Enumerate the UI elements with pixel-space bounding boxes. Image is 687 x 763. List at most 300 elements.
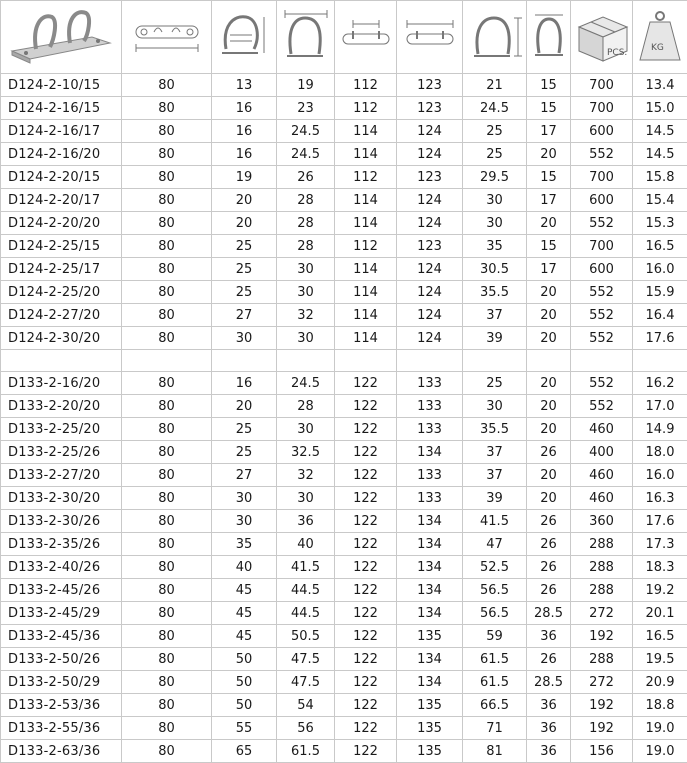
spec-value-cell: 192: [571, 694, 633, 717]
spec-value-cell: 16: [212, 97, 277, 120]
spec-value-cell: 30: [212, 510, 277, 533]
spec-value-cell: 15: [527, 74, 571, 97]
spec-value-cell: 37: [463, 441, 527, 464]
spec-value-cell: 20: [527, 143, 571, 166]
spec-value-cell: 40: [277, 533, 335, 556]
spec-value-cell: 600: [571, 258, 633, 281]
model-number-cell: D124-2-16/20: [1, 143, 122, 166]
spec-value-cell: 122: [335, 625, 397, 648]
spec-value-cell: 134: [397, 510, 463, 533]
spec-value-cell: 16.4: [633, 304, 687, 327]
spec-value-cell: 20: [527, 487, 571, 510]
spec-value-cell: 700: [571, 235, 633, 258]
table-row: [1, 556, 687, 579]
model-number-cell: D133-2-45/36: [1, 625, 122, 648]
table-row: [1, 464, 687, 487]
spec-value-cell: 36: [527, 625, 571, 648]
spec-value-cell: 27: [212, 464, 277, 487]
table-row: [1, 97, 687, 120]
spec-value-cell: 80: [122, 648, 212, 671]
spec-value-cell: 30: [212, 487, 277, 510]
spec-value-cell: 15: [527, 166, 571, 189]
model-number-cell: D124-2-10/15: [1, 74, 122, 97]
model-number-cell: D133-2-27/20: [1, 464, 122, 487]
spec-value-cell: 20: [527, 212, 571, 235]
spec-value-cell: 44.5: [277, 602, 335, 625]
spec-value-cell: 15: [527, 97, 571, 120]
spec-value-cell: 133: [397, 372, 463, 395]
spec-value-cell: 80: [122, 579, 212, 602]
spec-value-cell: 124: [397, 212, 463, 235]
ring-height-icon: [281, 8, 331, 66]
spec-value-cell: 30: [277, 487, 335, 510]
spec-value-cell: 114: [335, 120, 397, 143]
spec-value-cell: 30.5: [463, 258, 527, 281]
table-row: [1, 648, 687, 671]
spec-value-cell: 134: [397, 648, 463, 671]
spec-value-cell: 17: [527, 258, 571, 281]
spec-value-cell: 36: [527, 740, 571, 763]
spec-value-cell: 26: [277, 166, 335, 189]
spec-value-cell: 17.6: [633, 327, 687, 350]
spec-value-cell: 135: [397, 717, 463, 740]
spec-value-cell: 28: [277, 189, 335, 212]
table-row: [1, 372, 687, 395]
spec-value-cell: 134: [397, 533, 463, 556]
spec-value-cell: 112: [335, 97, 397, 120]
model-number-cell: D124-2-16/17: [1, 120, 122, 143]
spec-value-cell: 35.5: [463, 418, 527, 441]
empty-cell: [397, 350, 463, 372]
table-row: [1, 258, 687, 281]
overall-length-header: [397, 1, 463, 74]
spec-value-cell: 20.1: [633, 602, 687, 625]
spec-value-cell: 80: [122, 212, 212, 235]
capacity-header: [463, 1, 527, 74]
spec-value-cell: 18.3: [633, 556, 687, 579]
spec-value-cell: 37: [463, 304, 527, 327]
spec-value-cell: 24.5: [277, 372, 335, 395]
spec-value-cell: 552: [571, 372, 633, 395]
spec-value-cell: 122: [335, 441, 397, 464]
empty-cell: [212, 350, 277, 372]
model-number-cell: D124-2-25/15: [1, 235, 122, 258]
spec-value-cell: 20: [212, 212, 277, 235]
model-number-cell: D133-2-53/36: [1, 694, 122, 717]
spec-value-cell: 80: [122, 143, 212, 166]
spec-value-cell: 20: [212, 395, 277, 418]
overall-length-icon: [401, 14, 459, 60]
pitch-header: [335, 1, 397, 74]
spec-value-cell: 80: [122, 556, 212, 579]
model-number-cell: D133-2-25/26: [1, 441, 122, 464]
spec-value-cell: 19.2: [633, 579, 687, 602]
spec-value-cell: 552: [571, 212, 633, 235]
spec-value-cell: 460: [571, 418, 633, 441]
spec-value-cell: 30: [277, 258, 335, 281]
spec-value-cell: 16.3: [633, 487, 687, 510]
spec-value-cell: 39: [463, 487, 527, 510]
spec-value-cell: 26: [527, 648, 571, 671]
spec-value-cell: 41.5: [463, 510, 527, 533]
spec-value-cell: 122: [335, 372, 397, 395]
spec-value-cell: 47: [463, 533, 527, 556]
table-row: [1, 740, 687, 763]
spec-value-cell: 28.5: [527, 602, 571, 625]
spec-value-cell: 55: [212, 717, 277, 740]
spec-value-cell: 15.4: [633, 189, 687, 212]
spec-value-cell: 80: [122, 235, 212, 258]
spec-value-cell: 25: [212, 258, 277, 281]
weight-kg-icon: [636, 8, 684, 66]
spec-value-cell: 24.5: [277, 120, 335, 143]
spec-value-cell: 124: [397, 143, 463, 166]
ring-diameter-header: [212, 1, 277, 74]
spec-value-cell: 122: [335, 556, 397, 579]
spec-value-cell: 80: [122, 717, 212, 740]
spec-value-cell: 600: [571, 120, 633, 143]
spec-value-cell: 80: [122, 395, 212, 418]
spec-value-cell: 25: [212, 235, 277, 258]
spec-value-cell: 114: [335, 212, 397, 235]
spec-value-cell: 122: [335, 533, 397, 556]
empty-cell: [122, 350, 212, 372]
spec-value-cell: 552: [571, 395, 633, 418]
spec-value-cell: 20: [527, 464, 571, 487]
spec-value-cell: 156: [571, 740, 633, 763]
spec-value-cell: 25: [212, 281, 277, 304]
spec-value-cell: 32: [277, 304, 335, 327]
empty-cell: [463, 350, 527, 372]
spec-value-cell: 30: [277, 327, 335, 350]
spec-value-cell: 122: [335, 418, 397, 441]
spec-value-cell: 15.3: [633, 212, 687, 235]
spec-value-cell: 50.5: [277, 625, 335, 648]
spec-value-cell: 80: [122, 694, 212, 717]
spec-value-cell: 18.0: [633, 441, 687, 464]
table-row: [1, 327, 687, 350]
spec-value-cell: 19.5: [633, 648, 687, 671]
spec-value-cell: 28.5: [527, 671, 571, 694]
ring-mechanism-product-icon: [6, 7, 116, 67]
table-row: [1, 510, 687, 533]
weight-kg-label: KG: [651, 43, 664, 53]
model-number-cell: D133-2-35/26: [1, 533, 122, 556]
model-number-cell: D133-2-16/20: [1, 372, 122, 395]
spec-value-cell: 124: [397, 258, 463, 281]
model-number-cell: D124-2-25/17: [1, 258, 122, 281]
spec-value-cell: 134: [397, 671, 463, 694]
spec-value-cell: 30: [277, 418, 335, 441]
table-row: [1, 235, 687, 258]
table-row: [1, 579, 687, 602]
empty-cell: [1, 350, 122, 372]
spec-value-cell: 26: [527, 533, 571, 556]
model-number-cell: D133-2-45/26: [1, 579, 122, 602]
spec-value-cell: 288: [571, 556, 633, 579]
table-row: [1, 120, 687, 143]
spec-value-cell: 134: [397, 602, 463, 625]
model-number-cell: D133-2-50/29: [1, 671, 122, 694]
spec-value-cell: 26: [527, 510, 571, 533]
table-row: [1, 74, 687, 97]
spec-value-cell: 56.5: [463, 602, 527, 625]
spec-value-cell: 20: [527, 304, 571, 327]
spec-value-cell: 80: [122, 304, 212, 327]
spec-value-cell: 114: [335, 143, 397, 166]
spec-value-cell: 122: [335, 602, 397, 625]
spec-value-cell: 552: [571, 304, 633, 327]
spec-value-cell: 24.5: [277, 143, 335, 166]
spec-value-cell: 114: [335, 327, 397, 350]
d-ring-width-icon: [531, 9, 567, 65]
spec-value-cell: 80: [122, 166, 212, 189]
table-row: [1, 602, 687, 625]
spec-value-cell: 20: [527, 395, 571, 418]
spec-value-cell: 40: [212, 556, 277, 579]
spec-value-cell: 20: [527, 281, 571, 304]
spec-value-cell: 122: [335, 579, 397, 602]
spec-value-cell: 133: [397, 464, 463, 487]
spec-value-cell: 15.0: [633, 97, 687, 120]
spec-value-cell: 123: [397, 74, 463, 97]
spec-value-cell: 552: [571, 327, 633, 350]
spec-value-cell: 114: [335, 189, 397, 212]
model-number-cell: D124-2-16/15: [1, 97, 122, 120]
table-row: [1, 212, 687, 235]
empty-cell: [335, 350, 397, 372]
spec-value-cell: 24.5: [463, 97, 527, 120]
spec-value-cell: 288: [571, 579, 633, 602]
spec-value-cell: 80: [122, 602, 212, 625]
spec-value-cell: 56: [277, 717, 335, 740]
model-number-cell: D133-2-55/36: [1, 717, 122, 740]
spec-value-cell: 80: [122, 671, 212, 694]
spec-value-cell: 44.5: [277, 579, 335, 602]
spec-value-cell: 133: [397, 487, 463, 510]
spec-value-cell: 61.5: [463, 648, 527, 671]
spec-value-cell: 134: [397, 579, 463, 602]
carton-quantity-icon: [573, 9, 631, 65]
spec-value-cell: 28: [277, 395, 335, 418]
table-row: [1, 625, 687, 648]
spec-value-cell: 56.5: [463, 579, 527, 602]
spec-value-cell: 36: [527, 717, 571, 740]
spec-value-cell: 15: [527, 235, 571, 258]
spec-value-cell: 80: [122, 258, 212, 281]
model-number-cell: D133-2-40/26: [1, 556, 122, 579]
spec-value-cell: 123: [397, 166, 463, 189]
spec-value-cell: 192: [571, 717, 633, 740]
spec-value-cell: 25: [212, 418, 277, 441]
empty-cell: [527, 350, 571, 372]
spec-value-cell: 15.8: [633, 166, 687, 189]
spec-value-cell: 112: [335, 74, 397, 97]
spec-value-cell: 37: [463, 464, 527, 487]
weight-header: [633, 1, 687, 74]
empty-cell: [633, 350, 687, 372]
spec-value-cell: 45: [212, 625, 277, 648]
spec-value-cell: 66.5: [463, 694, 527, 717]
spec-value-cell: 460: [571, 487, 633, 510]
model-number-cell: D133-2-45/29: [1, 602, 122, 625]
spec-value-cell: 18.8: [633, 694, 687, 717]
spec-value-cell: 39: [463, 327, 527, 350]
table-row: [1, 533, 687, 556]
spec-value-cell: 133: [397, 418, 463, 441]
spec-value-cell: 13.4: [633, 74, 687, 97]
spec-value-cell: 114: [335, 258, 397, 281]
spec-value-cell: 80: [122, 510, 212, 533]
spec-value-cell: 135: [397, 694, 463, 717]
table-row: [1, 694, 687, 717]
spec-value-cell: 19: [212, 166, 277, 189]
spec-value-cell: 80: [122, 372, 212, 395]
model-number-cell: D133-2-50/26: [1, 648, 122, 671]
spec-value-cell: 552: [571, 143, 633, 166]
spec-value-cell: 124: [397, 120, 463, 143]
table-row: [1, 671, 687, 694]
spec-value-cell: 35: [463, 235, 527, 258]
spec-value-cell: 80: [122, 120, 212, 143]
spec-value-cell: 134: [397, 441, 463, 464]
spec-value-cell: 17.6: [633, 510, 687, 533]
spec-value-cell: 600: [571, 189, 633, 212]
spec-value-cell: 122: [335, 740, 397, 763]
model-number-cell: D133-2-63/36: [1, 740, 122, 763]
spec-value-cell: 20: [527, 418, 571, 441]
spec-value-cell: 272: [571, 602, 633, 625]
spec-value-cell: 123: [397, 97, 463, 120]
spec-value-cell: 25: [212, 441, 277, 464]
spec-value-cell: 26: [527, 579, 571, 602]
spec-value-cell: 41.5: [277, 556, 335, 579]
spec-value-cell: 47.5: [277, 671, 335, 694]
spec-value-cell: 112: [335, 166, 397, 189]
pitch-dimension-icon: [339, 14, 393, 60]
spec-value-cell: 80: [122, 97, 212, 120]
spec-value-cell: 17.3: [633, 533, 687, 556]
spec-value-cell: 16.2: [633, 372, 687, 395]
table-row: [1, 166, 687, 189]
spec-value-cell: 700: [571, 97, 633, 120]
spec-value-cell: 15.9: [633, 281, 687, 304]
spec-value-cell: 400: [571, 441, 633, 464]
spec-value-cell: 700: [571, 166, 633, 189]
spec-value-cell: 30: [463, 189, 527, 212]
spec-value-cell: 80: [122, 625, 212, 648]
model-number-cell: D133-2-20/20: [1, 395, 122, 418]
empty-cell: [277, 350, 335, 372]
spec-value-cell: 61.5: [277, 740, 335, 763]
spec-value-cell: 80: [122, 189, 212, 212]
spec-value-cell: 19: [277, 74, 335, 97]
spec-value-cell: 272: [571, 671, 633, 694]
spec-value-cell: 552: [571, 281, 633, 304]
spec-value-cell: 50: [212, 694, 277, 717]
spec-value-cell: 80: [122, 441, 212, 464]
spec-value-cell: 123: [397, 235, 463, 258]
spec-value-cell: 114: [335, 304, 397, 327]
spec-value-cell: 112: [335, 235, 397, 258]
spec-value-cell: 80: [122, 740, 212, 763]
model-number-cell: D133-2-30/20: [1, 487, 122, 510]
table-row: [1, 487, 687, 510]
model-number-cell: D124-2-25/20: [1, 281, 122, 304]
product-image-header: [1, 1, 122, 74]
spec-value-cell: 16.0: [633, 464, 687, 487]
spec-value-cell: 32.5: [277, 441, 335, 464]
spec-value-cell: 14.5: [633, 143, 687, 166]
spec-value-cell: 27: [212, 304, 277, 327]
spec-value-cell: 59: [463, 625, 527, 648]
spec-value-cell: 14.9: [633, 418, 687, 441]
spec-value-cell: 28: [277, 212, 335, 235]
spec-value-cell: 20: [527, 372, 571, 395]
spec-value-cell: 45: [212, 579, 277, 602]
spec-value-cell: 14.5: [633, 120, 687, 143]
model-number-cell: D124-2-20/17: [1, 189, 122, 212]
spec-table-body: [1, 74, 687, 763]
model-number-cell: D124-2-27/20: [1, 304, 122, 327]
spec-value-cell: 80: [122, 418, 212, 441]
spec-value-cell: 20: [212, 189, 277, 212]
model-number-cell: D133-2-30/26: [1, 510, 122, 533]
ring-height-header: [277, 1, 335, 74]
spec-value-cell: 17: [527, 120, 571, 143]
spec-value-cell: 30: [212, 327, 277, 350]
spec-value-cell: 52.5: [463, 556, 527, 579]
spec-value-cell: 700: [571, 74, 633, 97]
spec-value-cell: 61.5: [463, 671, 527, 694]
spec-value-cell: 80: [122, 281, 212, 304]
spec-value-cell: 80: [122, 327, 212, 350]
spec-value-cell: 16.0: [633, 258, 687, 281]
spec-value-cell: 134: [397, 556, 463, 579]
spec-value-cell: 17.0: [633, 395, 687, 418]
spec-value-cell: 81: [463, 740, 527, 763]
spec-value-cell: 30: [463, 212, 527, 235]
spec-value-cell: 30: [463, 395, 527, 418]
spec-value-cell: 80: [122, 74, 212, 97]
spec-value-cell: 135: [397, 625, 463, 648]
spec-value-cell: 16.5: [633, 625, 687, 648]
spec-value-cell: 47.5: [277, 648, 335, 671]
spec-value-cell: 80: [122, 533, 212, 556]
spec-value-cell: 16: [212, 120, 277, 143]
spec-value-cell: 35: [212, 533, 277, 556]
spec-value-cell: 71: [463, 717, 527, 740]
table-row: [1, 395, 687, 418]
carton-quantity-label: PCS.: [607, 48, 627, 58]
spec-value-cell: 32: [277, 464, 335, 487]
spec-value-cell: 80: [122, 487, 212, 510]
model-number-cell: D124-2-30/20: [1, 327, 122, 350]
spec-value-cell: 50: [212, 671, 277, 694]
spec-value-cell: 122: [335, 510, 397, 533]
spec-value-cell: 135: [397, 740, 463, 763]
spec-value-cell: 13: [212, 74, 277, 97]
spec-value-cell: 25: [463, 372, 527, 395]
spec-value-cell: 65: [212, 740, 277, 763]
spec-value-cell: 80: [122, 464, 212, 487]
spec-value-cell: 122: [335, 395, 397, 418]
spec-value-cell: 28: [277, 235, 335, 258]
spec-value-cell: 20.9: [633, 671, 687, 694]
table-row: [1, 717, 687, 740]
spec-value-cell: 288: [571, 648, 633, 671]
spec-value-cell: 460: [571, 464, 633, 487]
